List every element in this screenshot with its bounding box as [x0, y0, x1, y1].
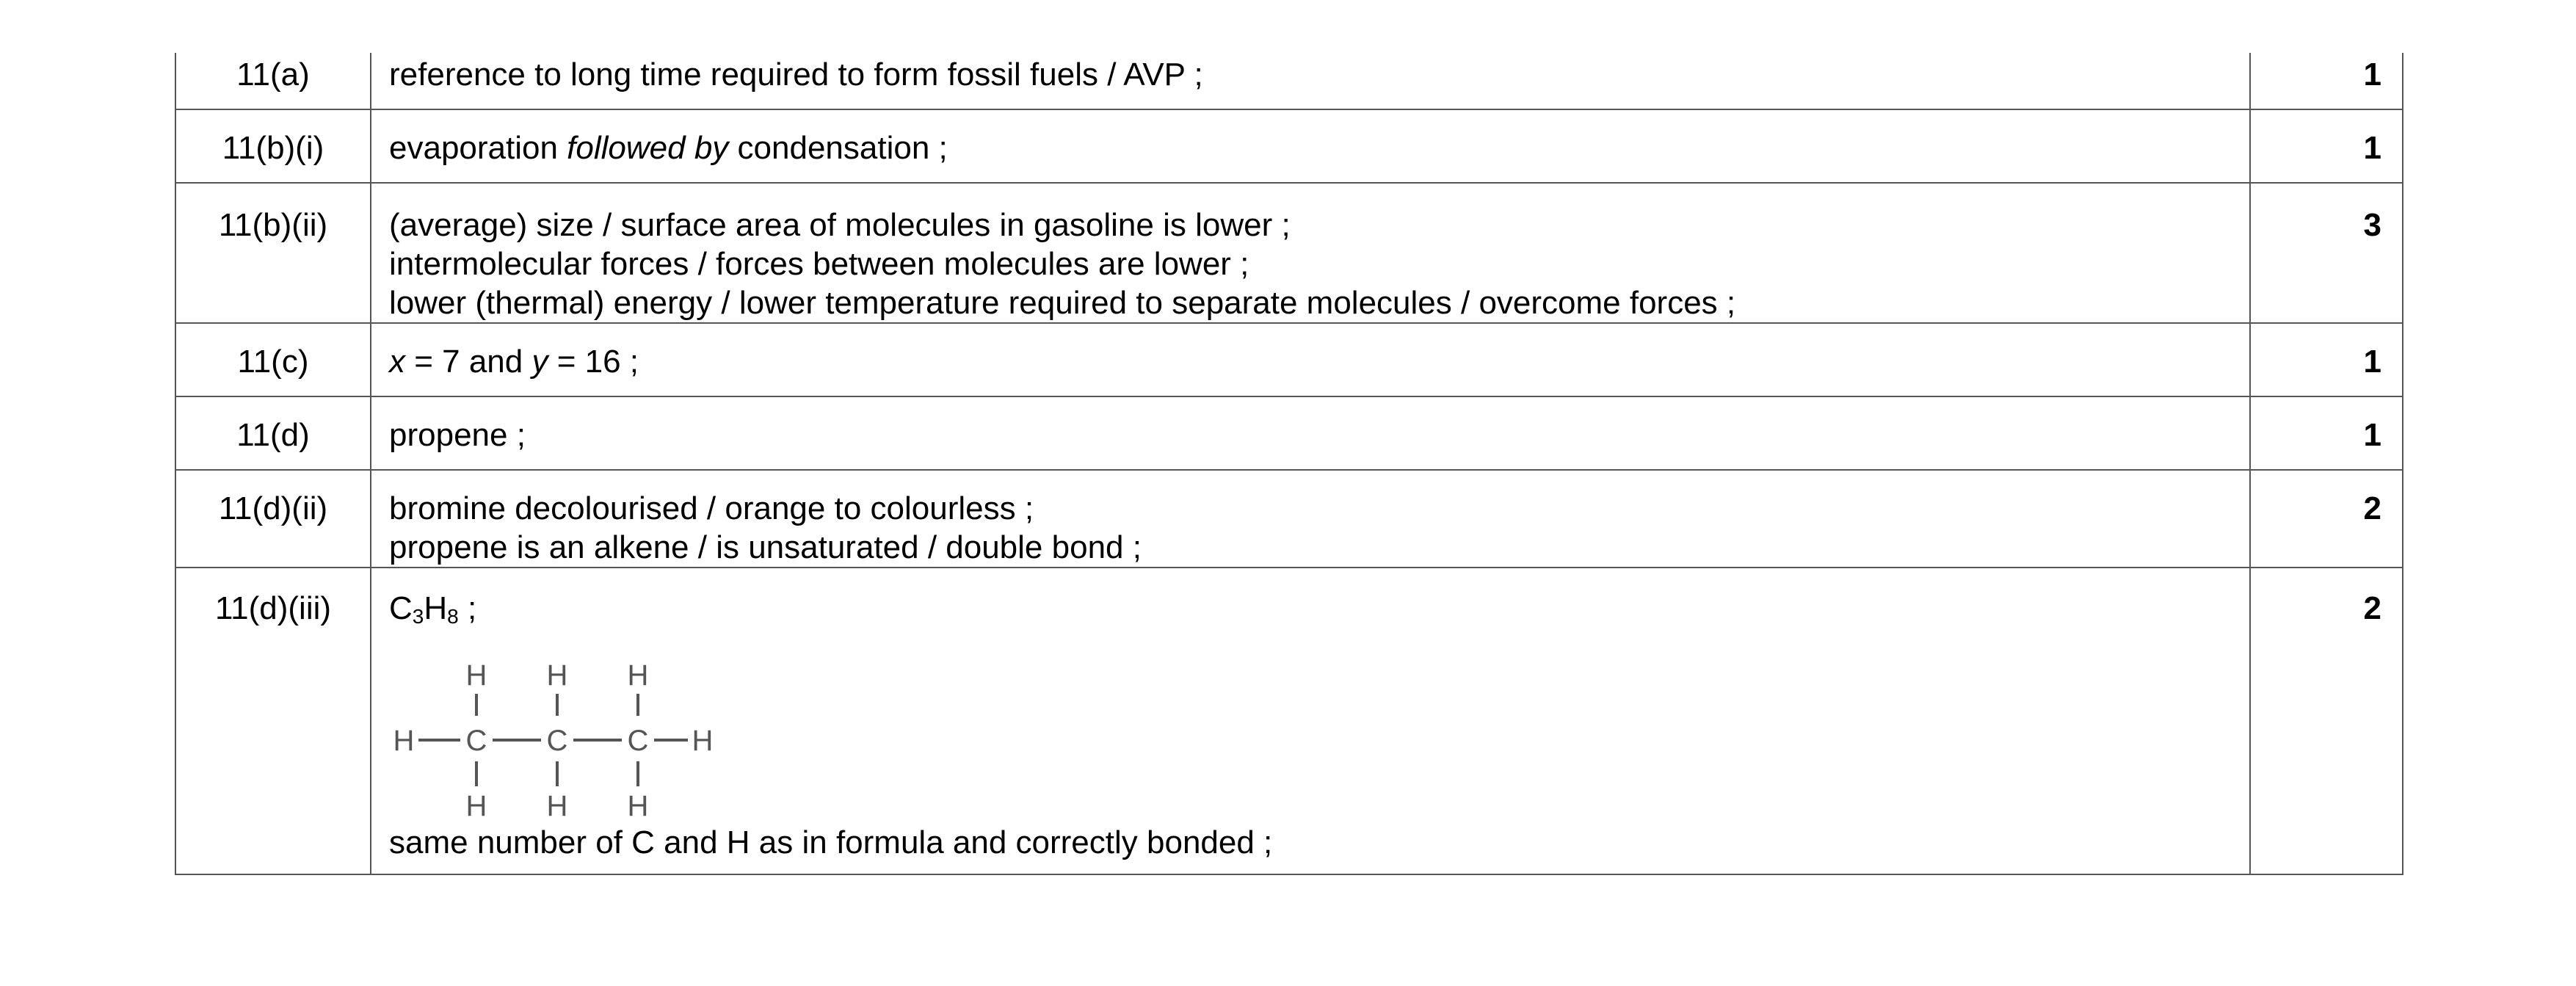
marks-cell: 1 [2250, 396, 2403, 470]
answer-line: bromine decolourised / orange to colourless ; [389, 490, 1034, 526]
atom-h: H [393, 725, 415, 757]
mark-scheme-table [175, 53, 2403, 875]
marks-cell: 2 [2250, 470, 2403, 568]
answer-text: = 7 and [405, 344, 532, 380]
marks-cell: 1 [2250, 53, 2403, 109]
marks-cell: 1 [2250, 109, 2403, 183]
answer-emphasis: followed by [567, 130, 729, 166]
table-row [175, 183, 2403, 323]
atom-c: C [465, 725, 487, 757]
question-number: 11(a) [175, 53, 371, 109]
atom-h: H [692, 725, 714, 757]
variable-x: x [389, 344, 405, 380]
question-number: 11(b)(ii) [175, 183, 371, 323]
question-number: 11(d) [175, 396, 371, 470]
atom-h: H [465, 790, 487, 819]
answer-cell [371, 183, 2250, 323]
question-number: 11(b)(i) [175, 109, 371, 183]
table-row [175, 323, 2403, 396]
question-number: 11(c) [175, 323, 371, 396]
answer-cell [371, 568, 2250, 874]
atom-h: H [546, 659, 568, 692]
atom-h: H [546, 790, 568, 819]
answer-text: = 16 ; [548, 344, 639, 380]
marks-cell: 3 [2250, 183, 2403, 323]
marks-cell: 2 [2250, 568, 2403, 874]
answer-cell [371, 396, 2250, 470]
formula-hydrogen-count: 8 [447, 605, 459, 628]
propane-structural-formula [391, 657, 728, 819]
answer-line: propene is an alkene / is unsaturated / double bond ; [389, 529, 1142, 565]
variable-y: y [531, 344, 548, 380]
atom-h: H [627, 659, 649, 692]
table-row [175, 109, 2403, 183]
formula-carbon: C [389, 590, 413, 626]
answer-line [389, 128, 2249, 167]
question-number: 11(d)(ii) [175, 470, 371, 568]
formula-hydrogen: H [424, 590, 448, 626]
answer-text: evaporation [389, 130, 567, 166]
answer-line: same number of C and H as in formula and correctly bonded ; [389, 824, 1273, 860]
marks-cell: 1 [2250, 323, 2403, 396]
table-row [175, 53, 2403, 109]
atom-h: H [465, 659, 487, 692]
answer-line: (average) size / surface area of molecules in gasoline is lower ; [389, 207, 1291, 243]
atom-h: H [627, 790, 649, 819]
table-row [175, 396, 2403, 470]
answer-line [389, 342, 2249, 381]
answer-line: reference to long time required to form fossil fuels / AVP ; [389, 57, 1203, 93]
question-number: 11(d)(iii) [175, 568, 371, 874]
answer-line: lower (thermal) energy / lower temperature required to separate molecules / overcome forces ; [389, 285, 1736, 321]
answer-line: intermolecular forces / forces between molecules are lower ; [389, 246, 1249, 282]
table-row [175, 568, 2403, 874]
atom-c: C [546, 725, 568, 757]
atom-c: C [627, 725, 649, 757]
answer-cell [371, 53, 2250, 109]
answer-text: condensation ; [728, 130, 948, 166]
answer-cell [371, 323, 2250, 396]
table-row [175, 470, 2403, 568]
answer-cell [371, 109, 2250, 183]
answer-line: propene ; [389, 417, 526, 453]
formula-carbon-count: 3 [412, 605, 424, 628]
formula-terminator: ; [458, 590, 477, 626]
answer-cell [371, 470, 2250, 568]
molecular-formula [389, 589, 2249, 628]
